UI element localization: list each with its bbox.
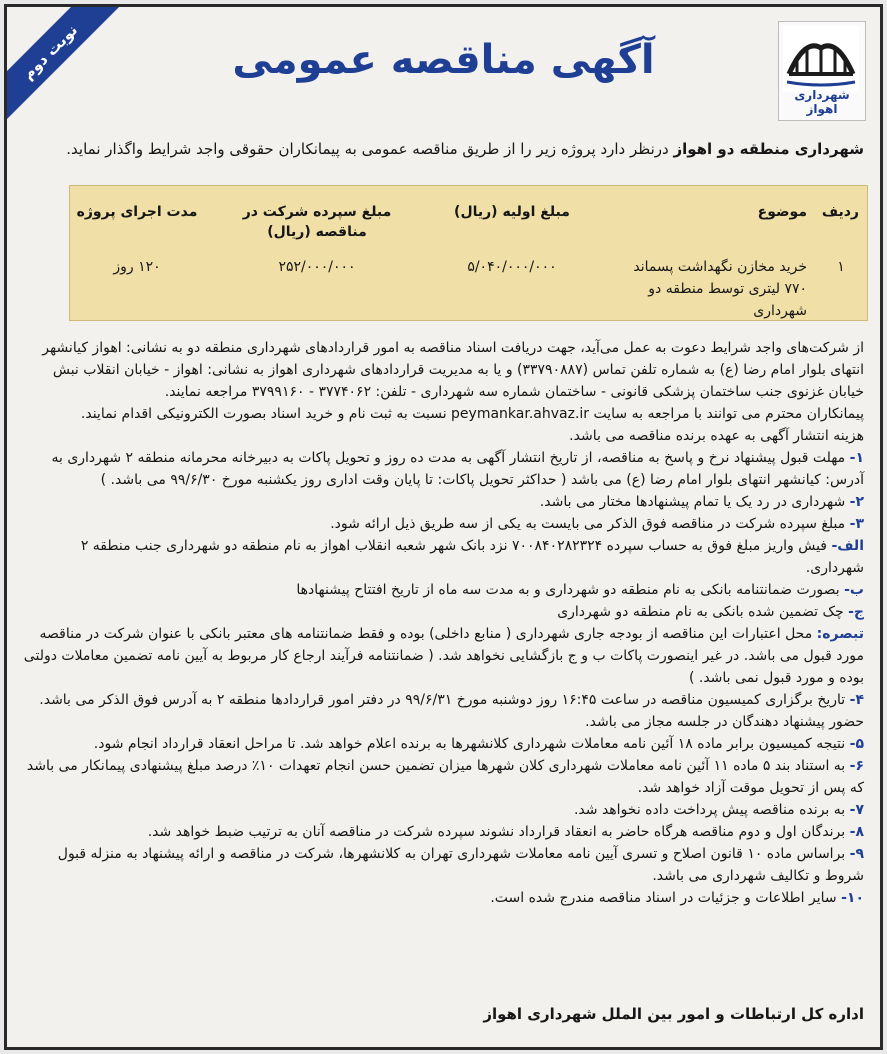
tender-notice <box>4 4 883 1050</box>
header-radif: ردیف <box>821 204 859 220</box>
edition-ribbon: نوبت دوم <box>4 4 122 124</box>
paragraph-text: هزینه انتشار آگهی به عهده برنده مناقصه می باشد. <box>569 428 864 444</box>
paragraph-text: فیش واریز مبلغ فوق به حساب سپرده ۷۰۰۸۴۰۲۸۲۳۲۴ نزد بانک شهر شعبه انقلاب اهواز به نام منطقه دو شهرداری جنب منطقه ۲ شهرداری. <box>80 538 864 576</box>
paragraph <box>23 623 864 689</box>
cell-duration: ۱۲۰ روز <box>113 259 161 275</box>
header-initial-amount: مبلغ اولیه (ریال) <box>454 204 570 220</box>
paragraph <box>23 755 864 799</box>
paragraph-text: مبلغ سپرده شرکت در مناقصه فوق الذکر می بایست به یکی از سه طریق ذیل ارائه شود. <box>330 516 850 532</box>
header-duration: مدت اجرای پروژه <box>76 204 198 220</box>
paragraph <box>23 799 864 821</box>
paragraph-number: ۳- <box>849 516 864 532</box>
paragraph <box>23 821 864 843</box>
header-subject: موضوع <box>757 204 807 220</box>
issuer-name: شهرداری منطقه دو اهواز <box>673 140 864 158</box>
paragraph-number: ۹- <box>849 846 864 862</box>
issuing-office: اداره کل ارتباطات و امور بین الملل شهرداری اهواز <box>483 1005 864 1023</box>
cell-radif: ۱ <box>837 259 845 275</box>
paragraph-number: ج- <box>848 604 864 620</box>
paragraph-text: سایر اطلاعات و جزئیات در اسناد مناقصه مندرج شده است. <box>490 890 842 906</box>
paragraph-text: چک تضمین شده بانکی به نام منطقه دو شهرداری <box>557 604 849 620</box>
paragraph-number: ب- <box>844 582 864 598</box>
paragraph-number: ۷- <box>849 802 864 818</box>
cell-subject: خرید مخازن نگهداشت پسماند ۷۷۰ لیتری توسط منطقه دو شهرداری <box>633 259 807 319</box>
header-deposit-amount: مبلغ سپرده شرکت در مناقصه (ریال) <box>242 204 392 240</box>
intro-line <box>23 137 864 161</box>
paragraph <box>23 403 864 425</box>
logo-caption: شهرداری اهواز <box>794 88 850 116</box>
paragraph-text: به برنده مناقصه پیش پرداخت داده نخواهد شد. <box>573 802 850 818</box>
paragraph-text: محل اعتبارات این مناقصه از بودجه جاری شهرداری ( منابع داخلی) بوده و فقط ضمانتنامه های معتبر بانکی با عنوان شرکت در مناقصه مورد قبول می باشد. در غیر اینصورت پاکات ب و ج بازگشایی نخواهد شد. ( ضمانتنامه فرآیند ارجاع کار مربوط به آیین نامه تضمین معاملات دولتی بوده و مورد قبول نمی باشد. ) <box>23 626 864 686</box>
paragraph-number: ۴- <box>849 692 864 708</box>
notice-title: آگهی مناقصه عمومی <box>232 37 655 83</box>
paragraph-text: بصورت ضمانتنامه بانکی به نام منطقه دو شهرداری و به مدت سه ماه از تاریخ افتتاح پیشنهادها <box>296 582 845 598</box>
paragraph-text: برندگان اول و دوم مناقصه هرگاه حاضر به انعقاد قرارداد نشوند سپرده شرکت در مناقصه آنان به ترتیب ضبط خواهد شد. <box>147 824 850 840</box>
paragraph-text: مهلت قبول پیشنهاد نرخ و پاسخ به مناقصه، از تاریخ انتشار آگهی به مدت ده روز و تحویل پاکات به دبیرخانه محرمانه منطقه ۲ شهرداری به آدرس: کیانشهر انتهای بلوار امام رضا (ع) می باشد ( حداکثر تحویل پاکات: تا پایان وقت اداری روز یکشنبه مورخ ۹۹/۶/۳۰ می باشد. ) <box>51 450 864 488</box>
paragraph-text: پیمانکاران محترم می توانند با مراجعه به سایت peymankar.ahvaz.ir نسبت به ثبت نام و خرید اسناد بصورت الکترونیکی اقدام نمایند. <box>80 406 864 422</box>
paragraph <box>23 447 864 491</box>
paragraph-number: ۶- <box>849 758 864 774</box>
paragraph <box>23 601 864 623</box>
paragraph-text: نتیجه کمیسیون برابر ماده ۱۸ آئین نامه معاملات شهرداری کلانشهرها به برنده اعلام خواهد شد. تا مراحل انعقاد قرارداد انجام شود. <box>93 736 850 752</box>
paragraph <box>23 843 864 887</box>
paragraph <box>23 425 864 447</box>
paragraph <box>23 513 864 535</box>
cell-deposit-amount: ۲۵۲/۰۰۰/۰۰۰ <box>278 259 356 275</box>
paragraph <box>23 733 864 755</box>
paragraph-text: شهرداری در رد یک یا تمام پیشنهادها مختار می باشد. <box>539 494 850 510</box>
cell-initial-amount: ۵/۰۴۰/۰۰۰/۰۰۰ <box>467 259 557 275</box>
paragraph-number: ۸- <box>849 824 864 840</box>
paragraph-number: ۵- <box>849 736 864 752</box>
paragraph-text: تاریخ برگزاری کمیسیون مناقصه در ساعت ۱۶:۴۵ روز دوشنبه مورخ ۹۹/۶/۳۱ در دفتر امور قراردادها منطقه ۲ به آدرس فوق الذکر می باشد. حضور پیشنهاد دهندگان در جلسه مجاز می باشد. <box>39 692 864 730</box>
project-table <box>69 185 868 321</box>
paragraph <box>23 491 864 513</box>
paragraph-number: ۲- <box>849 494 864 510</box>
paragraph-text: براساس ماده ۱۰ قانون اصلاح و تسری آیین نامه معاملات شهرداری تهران به کلانشهرها، شرکت در مناقصه و ارائه پیشنهاد به منزله قبول شروط و تکالیف شهرداری می باشد. <box>57 846 864 884</box>
paragraph <box>23 535 864 579</box>
intro-text: درنظر دارد پروژه زیر را از طریق مناقصه عمومی به پیمانکاران حقوقی واجد شرایط واگذار نماید. <box>66 140 674 158</box>
paragraph-text: از شرکت‌های واجد شرایط دعوت به عمل می‌آید، جهت دریافت اسناد مناقصه به امور قراردادهای شهرداری منطقه دو به نشانی: اهواز کیانشهر انتهای بلوار امام رضا (ع) به شماره تلفن تماس (۳۳۷۹۰۸۸۷) و یا به مدیریت قراردادهای شهرداری اهواز به نشانی: اهواز - خیابان انقلاب نبش خیابان غزنوی جنب ساختمان پزشکی قانونی - ساختمان شماره سه شهرداری - تلفن: ۳۷۷۴۰۶۲ - ۳۷۹۹۱۶۰ مراجعه نمایند. <box>42 340 864 400</box>
paragraph-number: تبصره: <box>816 626 864 642</box>
paragraph <box>23 689 864 733</box>
paragraph <box>23 579 864 601</box>
paragraph <box>23 337 864 403</box>
paragraph <box>23 887 864 909</box>
paragraph-number: الف- <box>831 538 864 554</box>
paragraph-number: ۱۰- <box>841 890 864 906</box>
notice-body <box>23 337 864 909</box>
paragraph-text: به استناد بند ۵ ماده ۱۱ آئین نامه معاملات شهرداری کلان شهرها میزان تضمین حسن انجام تعهدات ۱۰٪ درصد مبلغ پیشنهادی پیمانکار می باشد که پس از تحویل موقت آزاد خواهد شد. <box>26 758 864 796</box>
paragraph-number: ۱- <box>849 450 864 466</box>
